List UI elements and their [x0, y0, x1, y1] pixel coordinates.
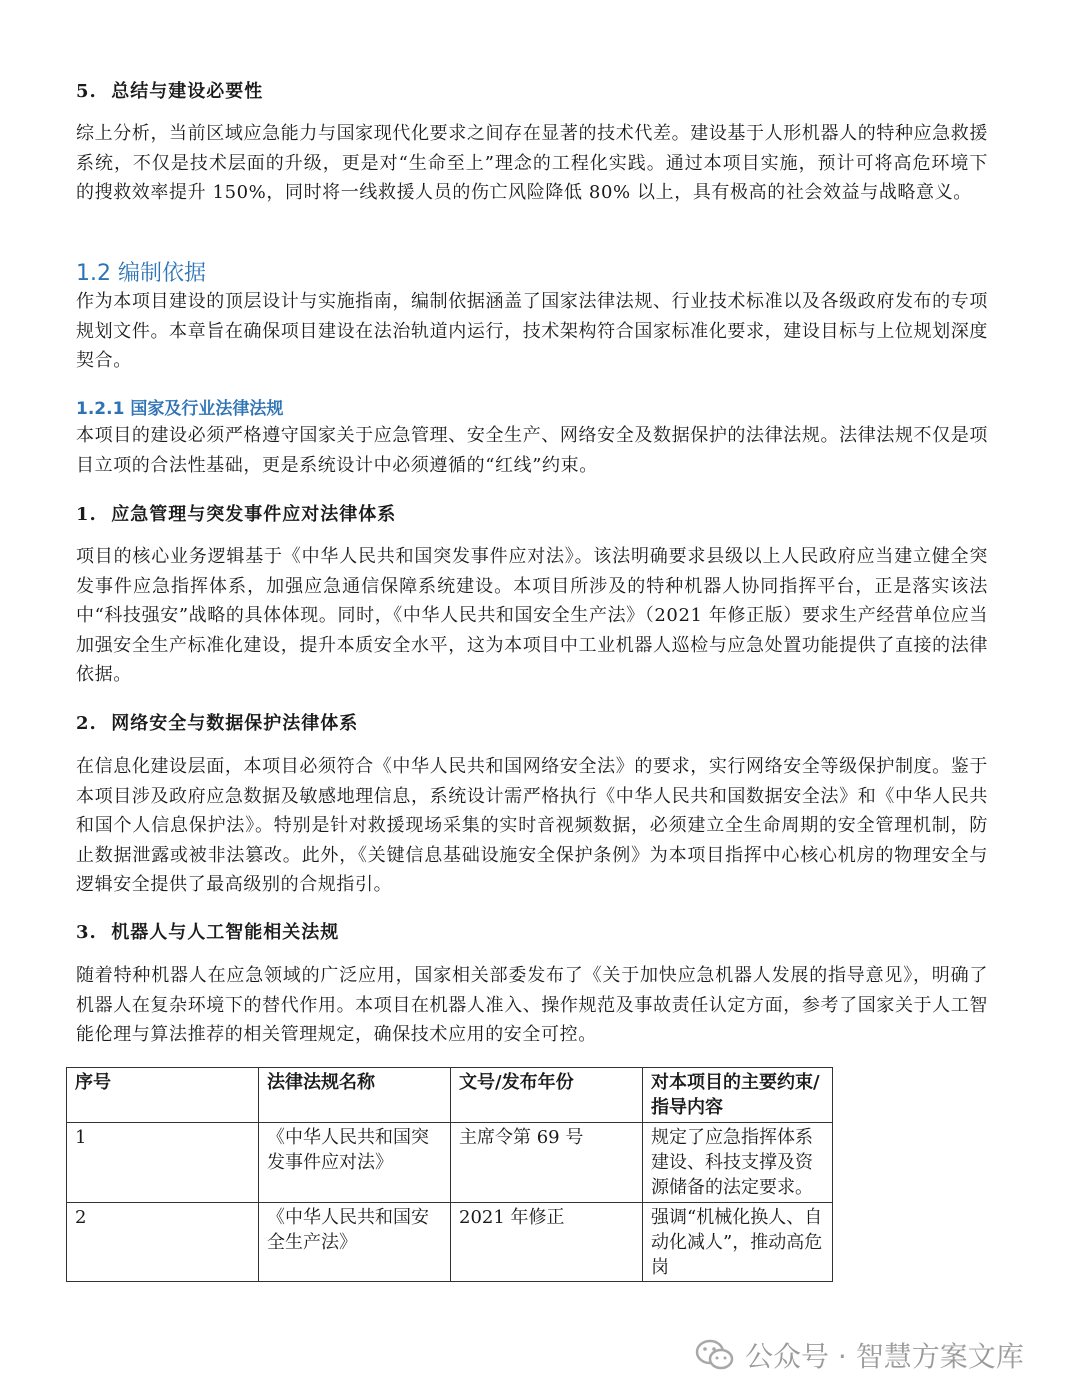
item-3-number: 3.: [76, 922, 97, 943]
item-1-heading: [76, 500, 396, 526]
section-5-title: 总结与建设必要性: [111, 81, 264, 102]
item-1-number: 1.: [76, 504, 97, 525]
table-cell: [643, 1203, 833, 1282]
item-2-paragraph: 在信息化建设层面，本项目必须符合《中华人民共和国网络安全法》的要求，实行网络安全等级保护制度。鉴于本项目涉及政府应急数据及敏感地理信息，系统设计需严格执行《中华人民共和国数据安全法》和《中华人民共和国个人信息保护法》。特别是针对救援现场采集的实时音视频数据，必须建立全生命周期的安全管理机制，防止数据泄露或被非法篡改。此外，《关键信息基础设施安全保护条例》为本项目指挥中心核心机房的物理安全与逻辑安全提供了最高级别的合规指引。: [76, 756, 988, 895]
section-5-number: 5.: [76, 81, 97, 102]
section-5-paragraph: 综上分析，当前区域应急能力与国家现代化要求之间存在显著的技术代差。建设基于人形机器人的特种应急救援系统，不仅是技术层面的升级，更是对“生命至上”理念的工程化实践。通过本项目实施，预计可将高危环境下的搜救效率提升 150%，同时将一线救援人员的伤亡风险降低 80% 以上，具有极高的社会效益与战略意义。: [76, 123, 988, 203]
table-cell: 2: [67, 1203, 259, 1282]
item-3-paragraph: 随着特种机器人在应急领域的广泛应用，国家相关部委发布了《关于加快应急机器人发展的指导意见》，明确了机器人在复杂环境下的替代作用。本项目在机器人准入、操作规范及事故责任认定方面，参考了国家关于人工智能伦理与算法推荐的相关管理规定，确保技术应用的安全可控。: [76, 965, 988, 1045]
heading-1-2-1: 1.2.1 国家及行业法律法规: [76, 399, 284, 419]
table-cell: 《中华人民共和国突发事件应对法》: [259, 1123, 451, 1203]
table-header-row: [67, 1068, 833, 1123]
table-header-cell: 法律法规名称: [259, 1068, 451, 1123]
table-cell-text: 强调“机械化换人、自动化减人”，推动高危岗: [651, 1207, 823, 1278]
section-5-heading: [76, 77, 263, 103]
table-row: [67, 1203, 833, 1282]
table-cell: 规定了应急指挥体系建设、科技支撑及资源储备的法定要求。: [643, 1123, 833, 1203]
heading-1-2: 1.2 编制依据: [76, 261, 206, 286]
item-2-title: 网络安全与数据保护法律体系: [111, 713, 359, 734]
table-header-cell: 对本项目的主要约束/指导内容: [643, 1068, 833, 1123]
table-cell: 2021 年修正: [451, 1203, 643, 1282]
item-2-number: 2.: [76, 713, 97, 734]
item-2-heading: [76, 709, 358, 735]
item-1-title: 应急管理与突发事件应对法律体系: [111, 504, 397, 525]
table-header-cell: 文号/发布年份: [451, 1068, 643, 1123]
heading-1-2-paragraph: 作为本项目建设的顶层设计与实施指南，编制依据涵盖了国家法律法规、行业技术标准以及各级政府发布的专项规划文件。本章旨在确保项目建设在法治轨道内运行，技术架构符合国家标准化要求，建设目标与上位规划深度契合。: [76, 291, 988, 371]
table-row: [67, 1123, 833, 1203]
item-3-heading: [76, 918, 339, 944]
table-header-cell: 序号: [67, 1068, 259, 1123]
laws-table: [66, 1067, 833, 1282]
item-3-title: 机器人与人工智能相关法规: [111, 922, 340, 943]
heading-1-2-1-paragraph: 本项目的建设必须严格遵守国家关于应急管理、安全生产、网络安全及数据保护的法律法规。法律法规不仅是项目立项的合法性基础，更是系统设计中必须遵循的“红线”约束。: [76, 425, 988, 476]
item-1-paragraph: 项目的核心业务逻辑基于《中华人民共和国突发事件应对法》。该法明确要求县级以上人民政府应当建立健全突发事件应急指挥体系，加强应急通信保障系统建设。本项目所涉及的特种机器人协同指挥平台，正是落实该法中“科技强安”战略的具体体现。同时，《中华人民共和国安全生产法》（2021 年修正版）要求生产经营单位应当加强安全生产标准化建设，提升本质安全水平，这为本项目中工业机器人巡检与应急处置功能提供了直接的法律依据。: [76, 546, 988, 685]
watermark-text: 公众号 · 智慧方案文库: [745, 1340, 1024, 1373]
table-cell: 主席令第 69 号: [451, 1123, 643, 1203]
table-cell: 《中华人民共和国安全生产法》: [259, 1203, 451, 1282]
wechat-icon: [695, 1338, 735, 1372]
table-cell: 1: [67, 1123, 259, 1203]
watermark: [695, 1335, 1024, 1375]
